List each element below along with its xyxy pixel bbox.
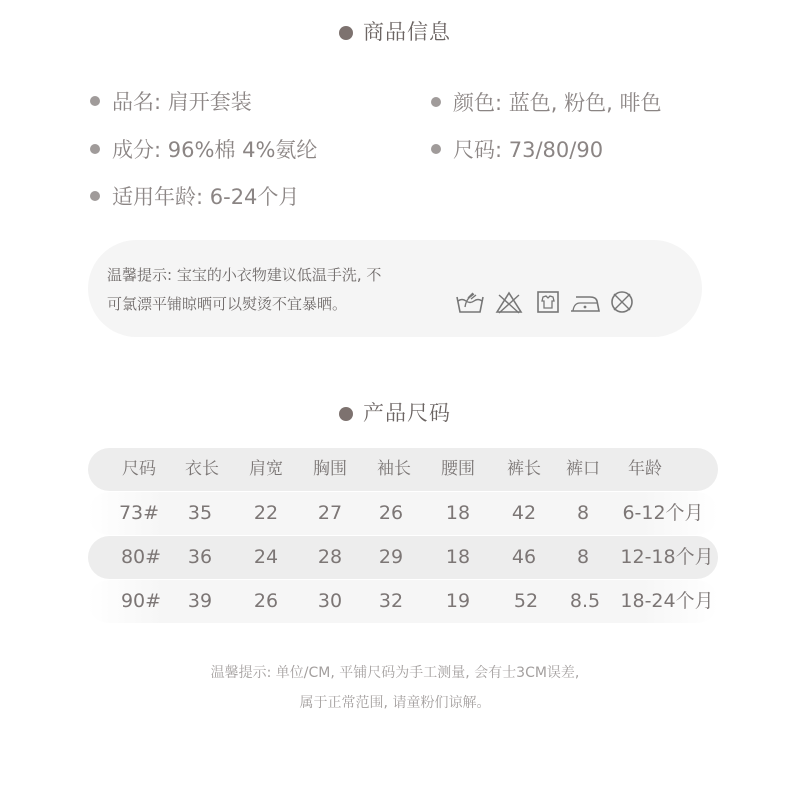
cell-waist: 18 [445, 502, 471, 524]
title-dot-icon [339, 26, 353, 40]
cell-size: 73# [118, 502, 160, 524]
table-row [88, 580, 718, 623]
header-cell-size: 尺码 [122, 459, 156, 479]
low-iron-icon [568, 289, 602, 315]
cell-size: 80# [120, 546, 162, 568]
info-item-size-text: 尺码: 73/80/90 [453, 138, 604, 162]
cell-shoulder: 26 [253, 590, 279, 612]
table-row [88, 536, 718, 579]
cell-sleeve: 29 [378, 546, 404, 568]
size-table-title-text: 产品尺码 [363, 401, 451, 425]
no-tumble-dry-icon [609, 289, 635, 315]
info-item-age [90, 181, 299, 211]
cell-age: 18-24个月 [620, 590, 714, 612]
header-cell-length: 衣长 [185, 459, 219, 479]
info-item-size [431, 134, 603, 164]
info-item-name [90, 86, 252, 116]
cell-shoulder: 24 [253, 546, 279, 568]
care-tip-line-1: 温馨提示: 宝宝的小衣物建议低温手洗, 不 [107, 266, 382, 284]
care-tip-text [107, 261, 437, 319]
bullet-icon [90, 96, 100, 106]
size-table-title [0, 397, 790, 427]
header-cell-sleeve: 袖长 [377, 459, 411, 479]
cell-length: 36 [187, 546, 213, 568]
cell-length: 39 [187, 590, 213, 612]
bullet-icon [90, 144, 100, 154]
cell-hem: 8 [576, 546, 590, 568]
cell-pants: 52 [513, 590, 539, 612]
info-item-name-text: 品名: 肩开套装 [112, 90, 252, 114]
hand-wash-icon [454, 289, 486, 315]
product-info-title [0, 16, 790, 46]
cell-waist: 18 [445, 546, 471, 568]
header-cell-hem: 裤口 [566, 459, 600, 479]
cell-pants: 42 [511, 502, 537, 524]
cell-size: 90# [120, 590, 162, 612]
footnote-line-1: 温馨提示: 单位/CM, 平铺尺码为手工测量, 会有士3CM误差, [210, 665, 580, 681]
no-bleach-icon [495, 289, 523, 315]
info-item-age-text: 适用年龄: 6-24个月 [112, 185, 300, 209]
cell-pants: 46 [511, 546, 537, 568]
cell-shoulder: 22 [253, 502, 279, 524]
bullet-icon [431, 97, 441, 107]
dry-flat-icon [535, 289, 561, 315]
cell-hem: 8.5 [569, 590, 601, 612]
cell-length: 35 [187, 502, 213, 524]
bullet-icon [431, 144, 441, 154]
table-row [88, 492, 718, 535]
cell-age: 12-18个月 [620, 546, 714, 568]
size-table-header [88, 448, 718, 491]
info-item-color [431, 87, 661, 117]
info-item-color-text: 颜色: 蓝色, 粉色, 啡色 [453, 91, 662, 115]
cell-chest: 27 [317, 502, 343, 524]
info-item-material-text: 成分: 96%棉 4%氨纶 [112, 138, 318, 162]
care-tip-box [88, 240, 702, 337]
cell-chest: 30 [317, 590, 343, 612]
footnote-line-2: 属于正常范围, 请童粉们谅解。 [299, 695, 491, 711]
title-dot-icon [339, 407, 353, 421]
cell-sleeve: 26 [378, 502, 404, 524]
header-cell-pants: 裤长 [507, 459, 541, 479]
care-tip-line-2: 可氯漂平铺晾晒可以熨烫不宜暴晒。 [107, 295, 348, 313]
cell-waist: 19 [445, 590, 471, 612]
cell-hem: 8 [576, 502, 590, 524]
cell-sleeve: 32 [378, 590, 404, 612]
header-cell-age: 年龄 [628, 459, 662, 479]
header-cell-waist: 腰围 [441, 459, 475, 479]
info-item-material [90, 134, 317, 164]
bullet-icon [90, 191, 100, 201]
cell-age: 6-12个月 [622, 502, 704, 524]
header-cell-chest: 胸围 [313, 459, 347, 479]
header-cell-shoulder: 肩宽 [249, 459, 283, 479]
product-info-title-text: 商品信息 [363, 20, 451, 44]
cell-chest: 28 [317, 546, 343, 568]
